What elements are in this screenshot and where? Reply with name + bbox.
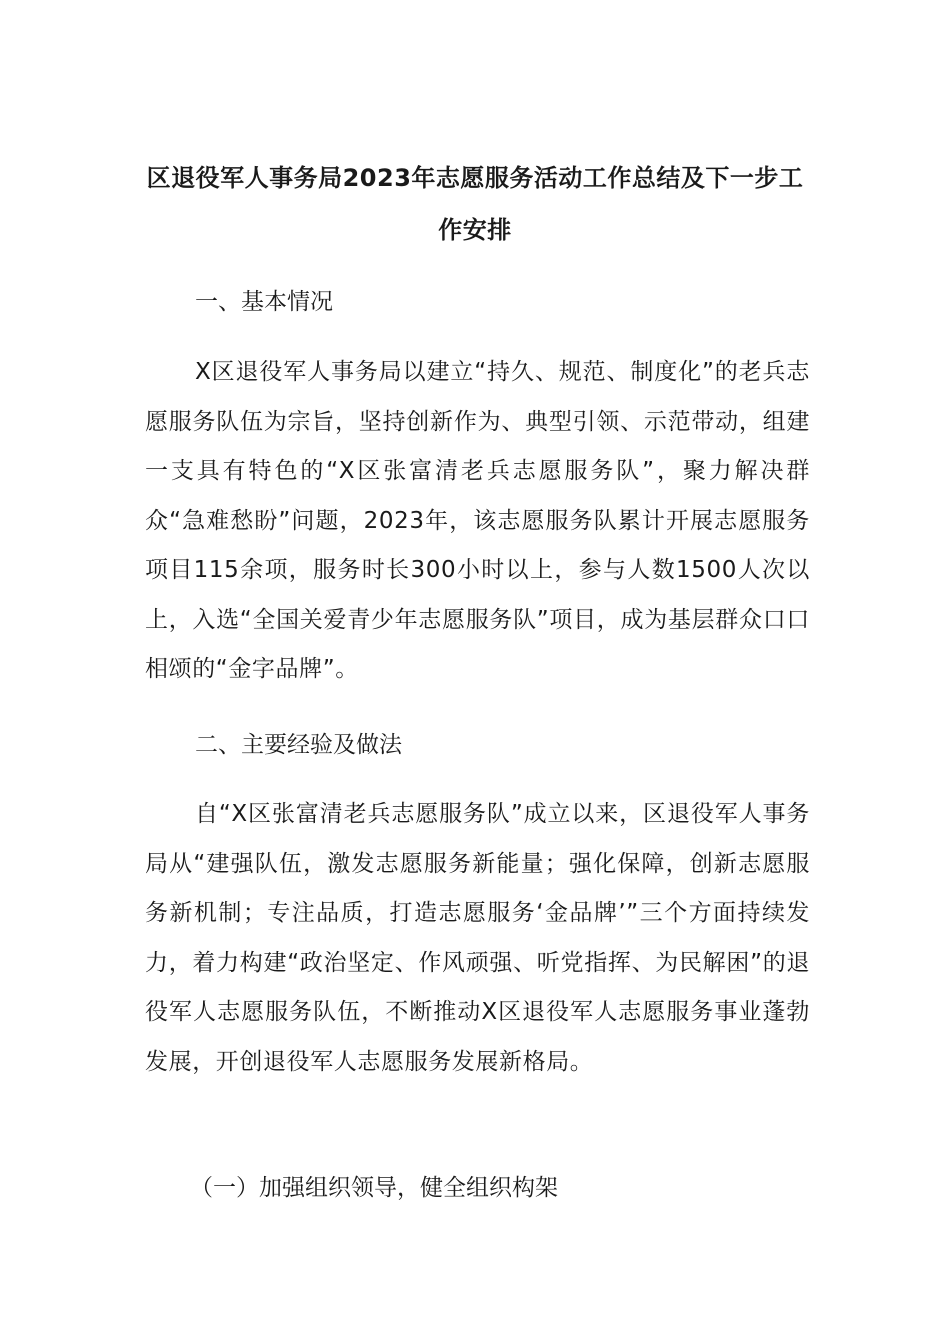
paragraph-basic-situation: X区退役军人事务局以建立“持久、规范、制度化”的老兵志愿服务队伍为宗旨，坚持创新作为、典型引领、示范带动，组建一支具有特色的“X区张富清老兵志愿服务队”，聚力解决群众“急难愁盼”问题，2023年，该志愿服务队累计开展志愿服务项目115余项，服务时长300小时以上，参与人数1500人次以上，入选“全国关爱青少年志愿服务队”项目，成为基层群众口口相颂的“金字品牌”。 bbox=[145, 359, 810, 682]
document-title: 区退役军人事务局2023年志愿服务活动工作总结及下一步工作安排 bbox=[146, 164, 804, 244]
section-heading-basic-situation: 一、基本情况 bbox=[195, 289, 333, 315]
paragraph-main-experience: 自“X区张富清老兵志愿服务队”成立以来，区退役军人事务局从“建强队伍，激发志愿服务新能量；强化保障，创新志愿服务新机制；专注品质，打造志愿服务‘金品牌’”三个方面持续发力，着力构建“政治坚定、作风顽强、听党指挥、为民解困”的退役军人志愿服务队伍，不断推动X区退役军人志愿服务事业蓬勃发展，开创退役军人志愿服务发展新格局。 bbox=[145, 801, 810, 1075]
section-heading-main-experience: 二、主要经验及做法 bbox=[195, 732, 402, 758]
subheading-organization-leadership: （一）加强组织领导，健全组织构架 bbox=[190, 1175, 558, 1201]
